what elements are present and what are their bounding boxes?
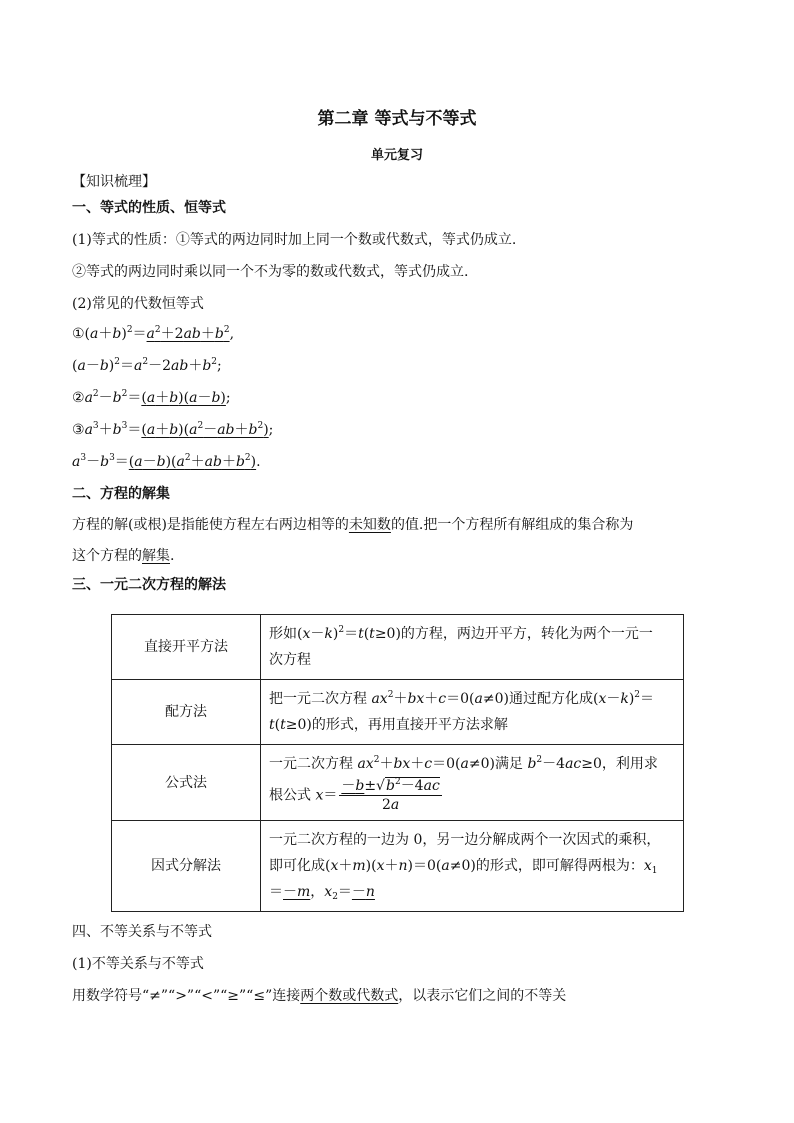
table-row bbox=[112, 680, 684, 745]
section-4-heading: 四、不等关系与不等式 bbox=[72, 924, 212, 940]
section-2-paragraph-1: 方程的解(或根)是指能使方程左右两边相等的未知数的值.把一个方程所有解组成的集合称为 bbox=[72, 517, 634, 533]
table-row bbox=[112, 745, 684, 821]
section-4-paragraph-1: (1)不等关系与不等式 bbox=[72, 956, 204, 972]
identity-2: $(a-b)^2=a^2-2ab+b^2$; bbox=[72, 357, 222, 374]
method-name: 配方法 bbox=[112, 680, 261, 745]
table-row bbox=[112, 615, 684, 680]
identity-5: $a^3-b^3=(a-b)(a^2+ab+b^2)$. bbox=[72, 453, 261, 470]
method-name: 公式法 bbox=[112, 745, 261, 821]
method-description: 一元二次方程的一边为 0，另一边分解成两个一次因式的乘积， 即可化成(x＋m)(x＋n)＝0(a≠0)的形式，即可解得两根为：$x_1$ ＝－m，$x_2=-n$ bbox=[261, 821, 684, 912]
method-name: 直接开平方法 bbox=[112, 615, 261, 680]
section-3-heading: 三、一元二次方程的解法 bbox=[72, 577, 226, 593]
section-1-paragraph-3: (2)常见的代数恒等式 bbox=[72, 296, 204, 312]
identity-3: $②a^2-b^2=(a+b)(a-b)$; bbox=[72, 389, 231, 406]
identity-1: $①(a+b)^2=a^2+2ab+b^2$, bbox=[72, 325, 235, 342]
section-4-paragraph-2: 用数学符号“≠”“>”“<”“≥”“≤”连接两个数或代数式，以表示它们之间的不等关 bbox=[72, 988, 567, 1004]
section-2-heading: 二、方程的解集 bbox=[72, 486, 170, 502]
method-description: 形如$(x-k)^2=t(t\ge 0)$的方程，两边开平方，转化为两个一元一 次方程 bbox=[261, 615, 684, 680]
section-1-paragraph-1: (1)等式的性质：①等式的两边同时加上同一个数或代数式，等式仍成立. bbox=[72, 232, 517, 248]
method-description: 一元二次方程 $ax^2+bx+c=0(a\ne 0)$满足 $b^2-4ac\ge 0$，利用求 根公式 x＝ $\frac{-b\pm√b^2-4ac}{2a}$ bbox=[261, 745, 684, 821]
quadratic-formula: $\frac{-b\pm√b^2-4ac}{2a}$ bbox=[341, 777, 440, 813]
section-1-heading: 一、等式的性质、恒等式 bbox=[72, 200, 226, 216]
section-2-paragraph-2: 这个方程的解集. bbox=[72, 548, 175, 564]
page-title: 第二章 等式与不等式 bbox=[317, 109, 477, 129]
method-description: 把一元二次方程 $ax^2+bx+c=0(a\ne 0)$通过配方化成$(x-k)^2=$ t(t≥0)的形式，再用直接开平方法求解 bbox=[261, 680, 684, 745]
table-row bbox=[112, 821, 684, 912]
identity-4: $③a^3+b^3=(a+b)(a^2-ab+b^2)$; bbox=[72, 421, 274, 438]
section-1-paragraph-2: ②等式的两边同时乘以同一个不为零的数或代数式，等式仍成立. bbox=[72, 264, 469, 280]
methods-table bbox=[111, 614, 684, 912]
page-subtitle: 单元复习 bbox=[370, 148, 423, 163]
method-name: 因式分解法 bbox=[112, 821, 261, 912]
section-tag: 【知识梳理】 bbox=[72, 174, 156, 190]
